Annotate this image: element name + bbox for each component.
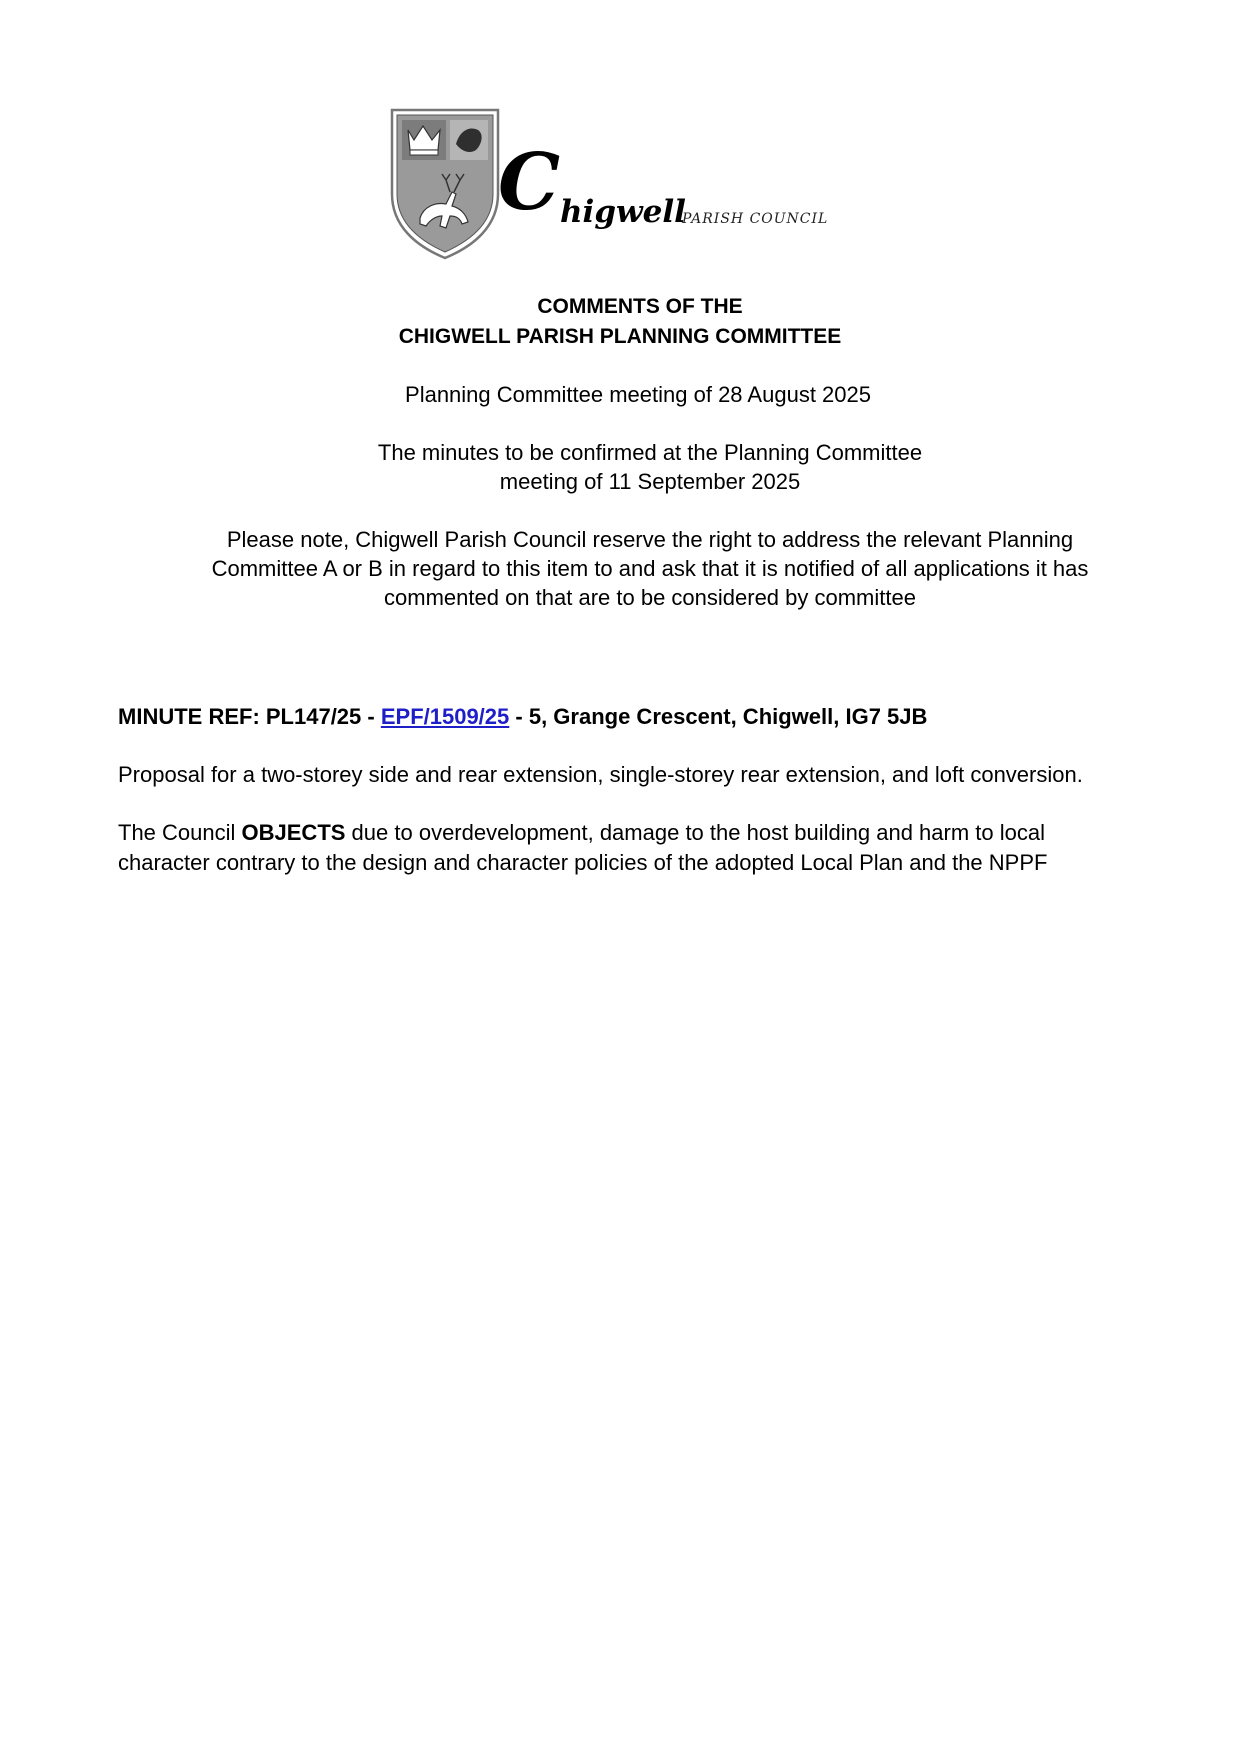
minutes-line: The minutes to be confirmed at the Planning Committee: [377, 440, 923, 465]
minute-reference: [118, 702, 1128, 732]
application-link[interactable]: EPF/1509/25: [380, 704, 510, 729]
council-logo: [390, 108, 860, 260]
notice-paragraph: [30, 525, 1240, 612]
proposal-description: Proposal for a two-storey side and rear extension, single-storey rear extension, and loft conversion.: [118, 762, 1083, 787]
page-title-line2: CHIGWELL PARISH PLANNING COMMITTEE: [398, 325, 842, 348]
minute-ref-label: MINUTE REF: PL147/25 -: [118, 704, 381, 729]
council-decision: [118, 818, 1128, 878]
logo-wordmark-initial: C: [498, 137, 559, 228]
logo-subtitle: PARISH COUNCIL: [682, 211, 829, 227]
decision-reason: due to overdevelopment, damage to the host building and harm to local: [345, 820, 1046, 845]
page-title-line1: COMMENTS OF THE: [537, 295, 743, 318]
decision-keyword: OBJECTS: [241, 820, 346, 845]
notice-line: commented on that are to be considered by committee: [384, 585, 916, 610]
decision-line: [118, 818, 1128, 848]
site-address: - 5, Grange Crescent, Chigwell, IG7 5JB: [509, 704, 928, 729]
notice-line: Please note, Chigwell Parish Council reserve the right to address the relevant Planning: [226, 527, 1074, 552]
decision-prefix: The Council: [118, 820, 242, 845]
minutes-line: meeting of 11 September 2025: [499, 469, 801, 494]
minutes-confirmation: [30, 438, 1240, 496]
logo-wordmark: higwell: [560, 194, 686, 230]
coat-of-arms-icon: [390, 108, 502, 260]
meeting-date: Planning Committee meeting of 28 August 2025: [405, 382, 871, 407]
decision-line: character contrary to the design and character policies of the adopted Local Plan and the NPPF: [118, 850, 1048, 875]
notice-line: Committee A or B in regard to this item to and ask that it is notified of all applications it has: [211, 556, 1089, 581]
